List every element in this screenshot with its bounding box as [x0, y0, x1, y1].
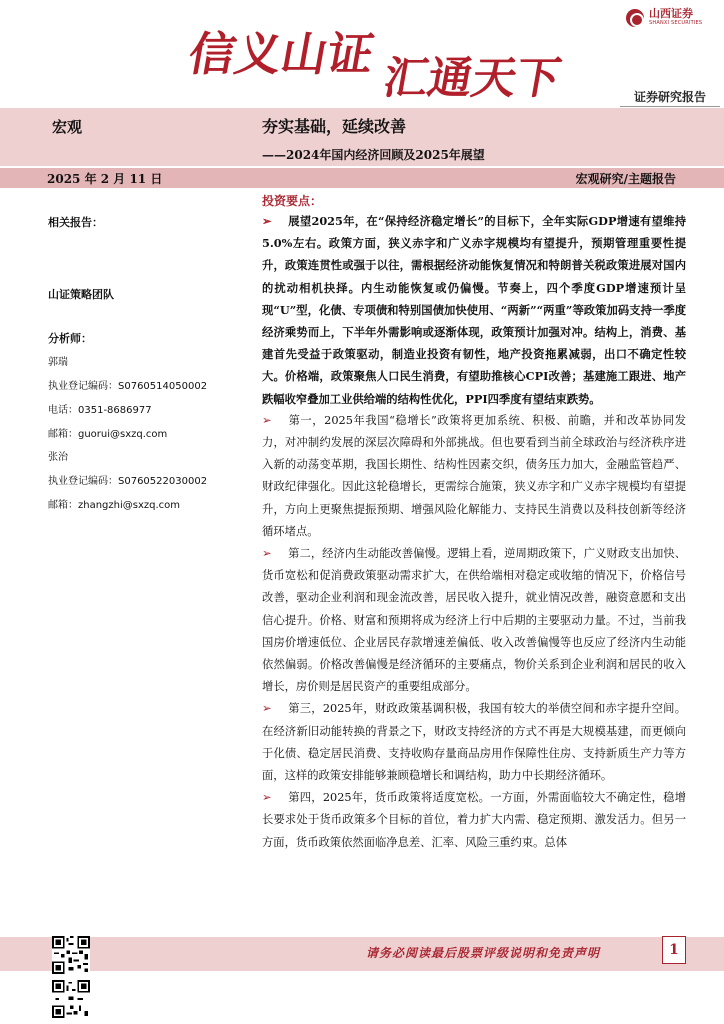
team-name: 山证策略团队: [48, 288, 114, 301]
analyst-phone: 电话：0351-8686977: [48, 405, 152, 416]
report-body: [262, 210, 686, 854]
logo-chinese: 山西证券: [649, 7, 693, 20]
analyst-email[interactable]: 邮箱：guorui@sxzq.com: [48, 429, 168, 440]
header-divider: [620, 106, 720, 107]
page-number: 1: [662, 936, 686, 964]
key-point-paragraph: ➢ 第一，2025年我国“稳增长”政策将更加系统、积极、前瞻，并和改革协同发力，对冲制约发展的深层次障碍和外部挑战。但也要看到当前全球政治与经济秩序进入新的动荡变革期，我国长期性、结构性因素交织，债务压力加大，金融监管趋严、财政纪律强化。因此这轮稳增长，更需综合施策，狭义赤字和广义赤字规模均有望提升，方向上更聚焦提振预期、增强风险化解能力、支持民生消费以及科技创新等经济循环堵点。: [262, 410, 686, 543]
footer-band: [0, 937, 724, 971]
page-title: 夯实基础，延续改善: [262, 117, 407, 136]
bullet-arrow-icon: ➢: [262, 791, 272, 805]
disclaimer-notice: 请务必阅读最后股票评级说明和免责声明: [366, 946, 601, 960]
sector-label: 宏观: [52, 118, 83, 136]
slogan: [184, 18, 590, 104]
report-category: 宏观研究/主题报告: [575, 172, 676, 186]
analyst-name: 郭瑞: [48, 357, 68, 368]
company-logo: [626, 8, 702, 27]
analyst-email[interactable]: 邮箱：zhangzhi@sxzq.com: [48, 500, 181, 511]
analyst-name: 张治: [48, 452, 68, 463]
analyst-license: 执业登记编码：S0760514050002: [48, 381, 208, 392]
report-type: 证券研究报告: [633, 90, 706, 104]
key-point-paragraph: ➢ 第三，2025年，财政政策基调积极，我国有较大的举债空间和赤字提升空间。在经济新旧动能转换的背景之下，财政支持经济的方式不再是大规模基建，而更倾向于化债、稳定居民消费、支持收购存量商品房用作保障性住房、支持新质生产力等方面，这样的政策安排能够兼顾稳增长和调结构，助力中长期经济循环。: [262, 698, 686, 787]
logo-english: SHANXI SECURITIES: [649, 20, 703, 26]
key-point-paragraph: ➢ 第四，2025年，货币政策将适度宽松。一方面，外需面临较大不确定性，稳增长要求处于货币政策多个目标的首位，着力扩大内需、稳定预期、激发活力。但另一方面，货币政策依然面临净息差、汇率、风险三重约束。总体: [262, 787, 686, 854]
analyst-license: 执业登记编码：S0760522030002: [48, 476, 208, 487]
report-date: 2025 年 2 月 11 日: [47, 172, 163, 186]
key-points-heading: 投资要点：: [262, 194, 323, 208]
qr-code-icon: [52, 980, 90, 1018]
qr-code-icon: [52, 936, 90, 974]
slogan-part-1: 信义山证: [184, 27, 379, 81]
bullet-arrow-icon: ➢: [262, 702, 272, 716]
bullet-arrow-icon: ➢: [262, 547, 272, 561]
logo-mark-icon: [626, 9, 644, 27]
key-point-paragraph: ➢ 第二，经济内生动能改善偏慢。逻辑上看，逆周期政策下，广义财政支出加快、货币宽松和促消费政策驱动需求扩大，在供给端相对稳定或收缩的情况下，价格信号改善，驱动企业利润和现金流改善，居民收入提升，就业情况改善，融资意愿和支出信心提升。价格、财富和预期将成为经济上行中后期的主要驱动力量。不过，当前我国房价增速低位、企业居民存款增速差偏低、收入改善偏慢等也反应了经济内生动能依然偏弱。价格改善偏慢是经济循环的主要痛点，物价关系到企业利润和居民的收入增长，房价则是居民资产的重要组成部分。: [262, 543, 686, 698]
bullet-arrow-icon: ➢: [262, 214, 272, 228]
page-subtitle: ——2024年国内经济回顾及2025年展望: [262, 148, 485, 162]
analysts-label: 分析师：: [48, 332, 92, 345]
bullet-arrow-icon: ➢: [262, 413, 272, 427]
slogan-part-2: 汇通天下: [379, 53, 565, 104]
key-point-paragraph: ➢ 展望2025年，在“保持经济稳定增长”的目标下，全年实际GDP增速有望维持5.0%左右。政策方面，狭义赤字和广义赤字规模均有望提升，预期管理重要性提升，政策连贯性或强于以往，需根据经济动能恢复情况和特朗普关税政策进展对国内的扰动相机抉择。内生动能恢复或仍偏慢。节奏上，四个季度GDP增速预计呈现“U”型，化债、专项债和特别国债加快使用、“两新”“两重”等政策加码支持一季度经济乘势而上，下半年外需影响或逐渐体现，政策预计加强对冲。结构上，消费、基建首先受益于政策驱动，制造业投资有韧性，地产投资拖累减弱，出口不确定性较大。价格端，政策聚焦人口民生消费，有望助推核心CPI改善；基建施工跟进、地产跌幅收窄叠加工业供给端的结构性优化，PPI四季度有望结束跌势。: [262, 210, 686, 410]
related-reports-label: 相关报告：: [48, 216, 103, 229]
